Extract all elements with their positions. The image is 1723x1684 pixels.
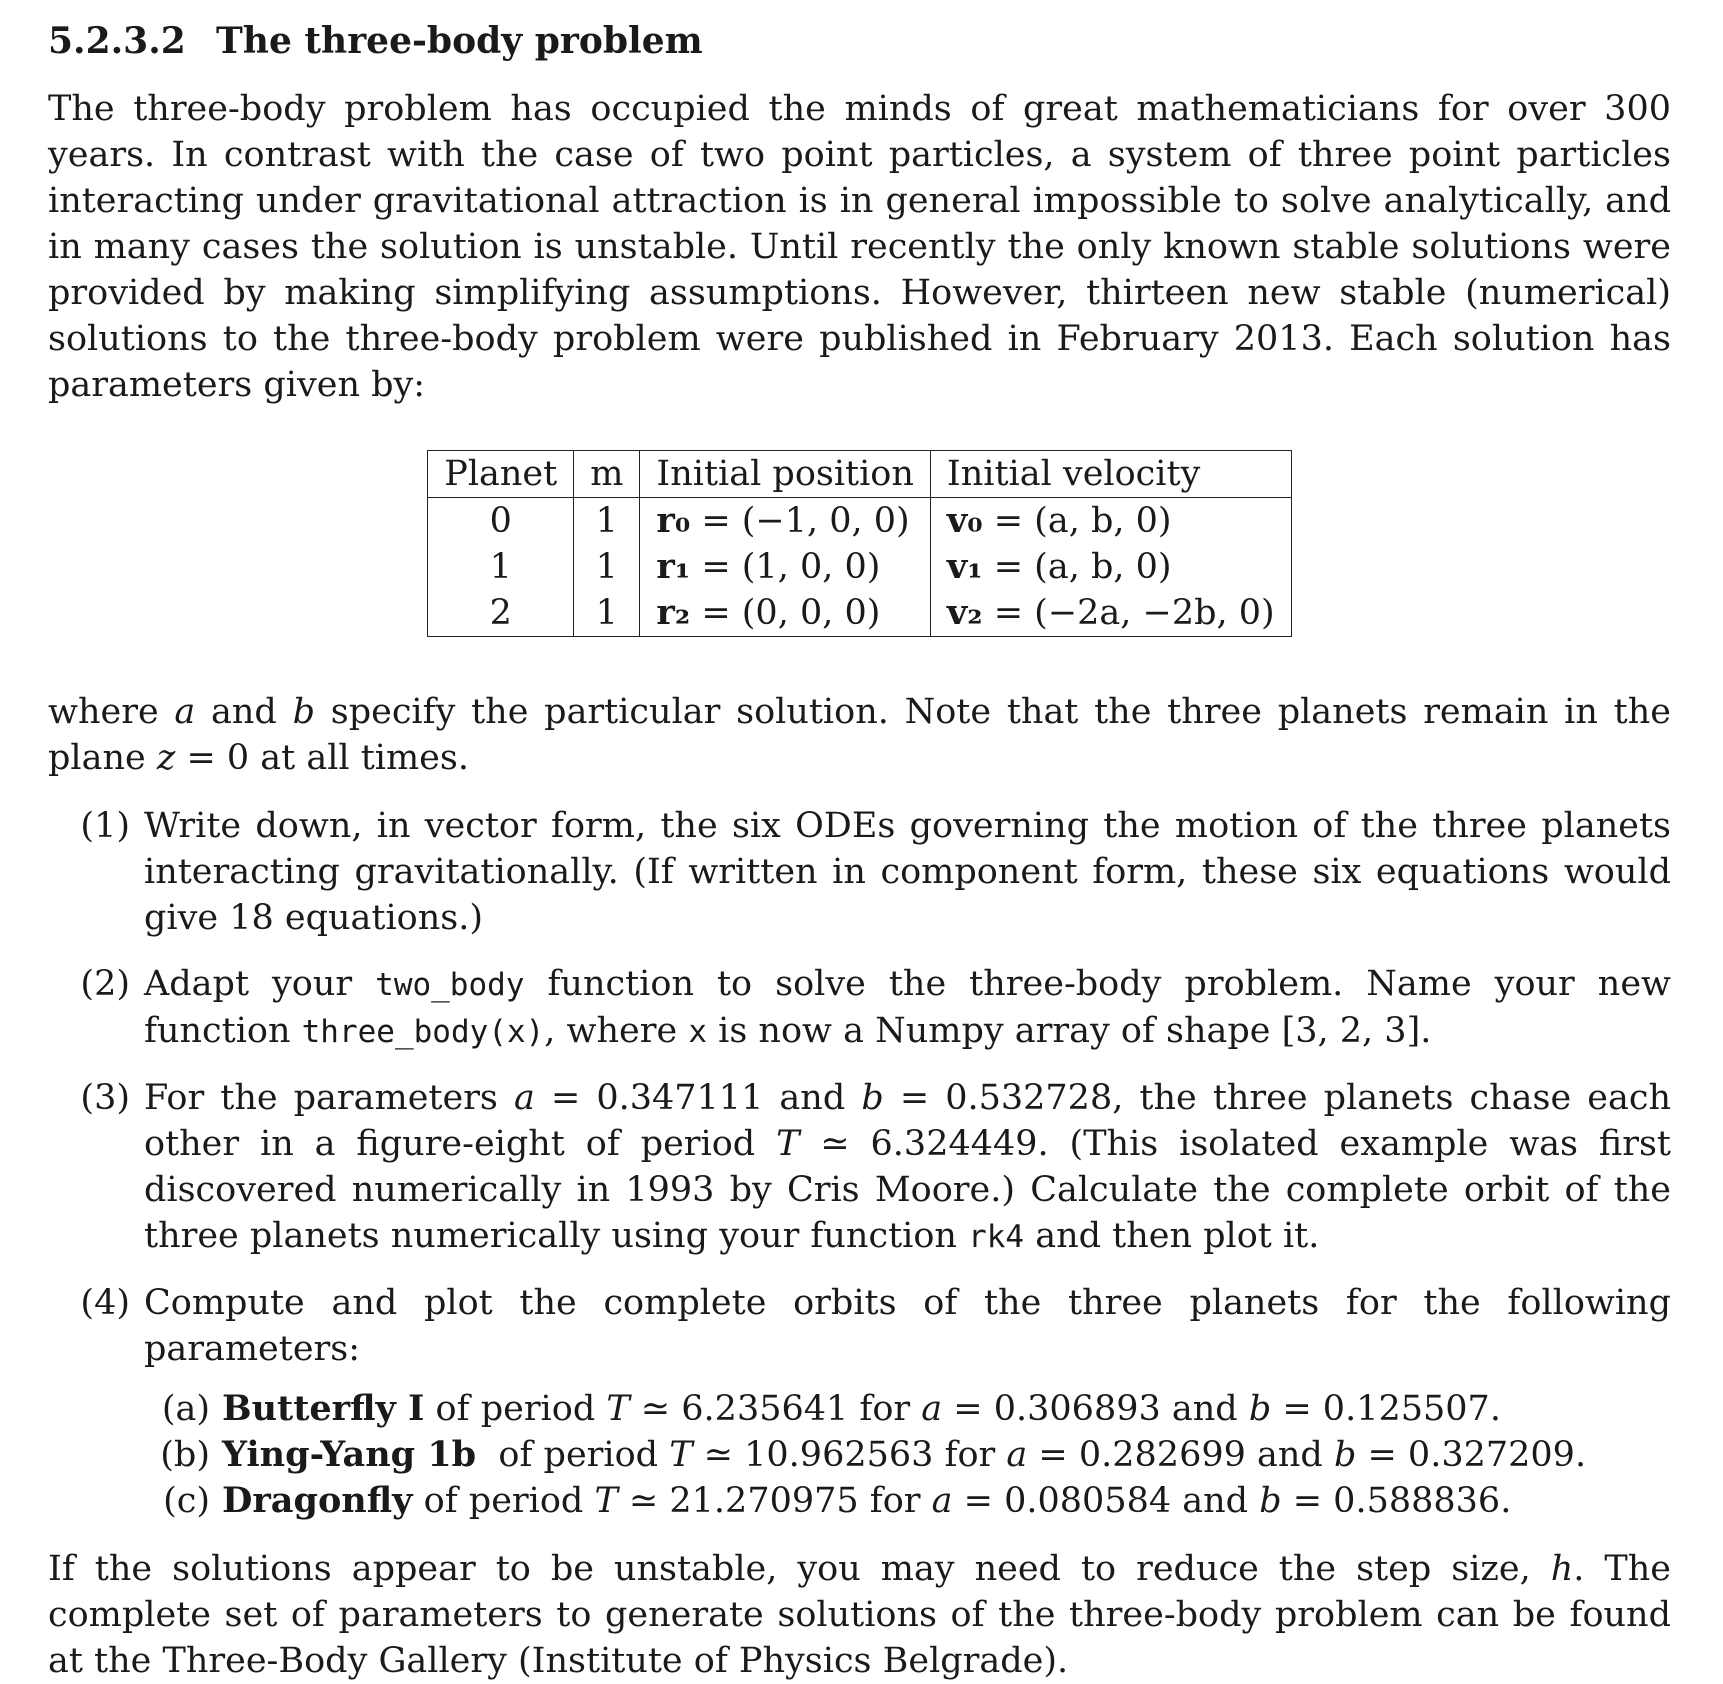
position-value: = (1, 0, 0) (690, 547, 881, 587)
sub-item-a (144, 1386, 1671, 1432)
code-x: x (688, 1014, 707, 1050)
item-text (144, 961, 1671, 1055)
math-b: b (292, 692, 315, 732)
text-run: and then plot it. (1024, 1216, 1320, 1256)
text-run: is now a Numpy array of shape [3, 2, 3]. (707, 1011, 1432, 1051)
item-marker: (2) (80, 964, 130, 1004)
task-item-2 (48, 961, 1671, 1055)
cell-velocity (930, 590, 1291, 637)
code-two-body: two_body (375, 967, 525, 1003)
item-marker: (1) (80, 806, 130, 846)
position-symbol: r₁ (656, 546, 691, 587)
text-run: function to solve the three-body problem. Name your new function (144, 964, 1672, 1051)
math-z: z (156, 738, 176, 778)
text-run: where (48, 692, 175, 732)
intro-paragraph: The three-body problem has occupied the minds of great mathematicians for over 300 years. In contrast with the case of two point particles, a system of three point particles interacting under gravitational attraction is in general impossible to solve analytically, and in many cases the solution is unstable. Until recently the only known stable solutions were provided by making simplifying assumptions. However, thirteen new stable (numerical) solutions to the three-body problem were published in February 2013. Each solution has parameters given by: (48, 89, 1671, 405)
item-body (144, 1280, 1671, 1524)
cell-mass: 1 (574, 544, 640, 590)
sub-text (222, 1386, 1501, 1432)
table-row (428, 498, 1291, 545)
velocity-value: = (a, b, 0) (982, 547, 1172, 587)
item-marker: (3) (80, 1078, 130, 1118)
cell-position (640, 590, 931, 637)
velocity-value: = (a, b, 0) (982, 501, 1172, 541)
sub-text (222, 1432, 1586, 1478)
text-run: specify the particular solution. Note that the three planets remain in the plane (48, 692, 1671, 778)
text-run: ≃ 10.962563 for (692, 1435, 1007, 1475)
section-title: The three-body problem (216, 20, 703, 62)
text-run: ≃ 6.235641 for (629, 1389, 922, 1429)
math-a: a (931, 1481, 953, 1521)
item-marker: (4) (80, 1283, 130, 1323)
math-b: b (1248, 1389, 1272, 1429)
position-value: = (−1, 0, 0) (690, 501, 910, 541)
section-heading (48, 20, 1671, 62)
text-run: = 0.532728, the three planets chase each other in a figure-eight of period (144, 1078, 1671, 1164)
table-header-row (428, 451, 1291, 498)
sub-item-c (144, 1478, 1671, 1524)
velocity-symbol: v₁ (946, 546, 983, 587)
math-a: a (513, 1078, 535, 1118)
sub-marker: (a) (161, 1389, 210, 1429)
header-mass: m (574, 451, 640, 498)
text-run: and (195, 692, 293, 732)
math-a: a (921, 1389, 943, 1429)
header-initial-velocity: Initial velocity (930, 451, 1291, 498)
sub-list (144, 1386, 1671, 1524)
math-T: T (606, 1389, 630, 1429)
task-item-1 (48, 803, 1671, 941)
parameters-table-wrap (48, 450, 1671, 637)
code-three-body: three_body(x) (301, 1014, 545, 1050)
text-run: = 0.282699 and (1027, 1435, 1334, 1475)
text-run: , where (544, 1011, 689, 1051)
task-list (48, 803, 1671, 1524)
cell-velocity (930, 544, 1291, 590)
item-text: Write down, in vector form, the six ODEs governing the motion of the three planets interacting gravitationally. (If written in component form, these six equations would give 18 equations.) (144, 806, 1671, 938)
table-row (428, 590, 1291, 637)
text-run: Adapt your (144, 964, 376, 1004)
header-planet: Planet (428, 451, 574, 498)
text-run: ≃ 6.324449. (This isolated example was first discovered numerically in 1993 by Cris Moore.) Calculate the complete orbit of the three planets numerically using your function (144, 1124, 1671, 1256)
text-run: = 0.125507. (1271, 1389, 1501, 1429)
sub-marker: (b) (160, 1435, 210, 1475)
math-b: b (1333, 1435, 1357, 1475)
parameters-table (427, 450, 1291, 637)
cell-planet: 0 (428, 498, 574, 545)
section-number: 5.2.3.2 (48, 20, 186, 62)
position-symbol: r₀ (656, 500, 691, 541)
velocity-symbol: v₂ (946, 592, 983, 633)
header-initial-position: Initial position (640, 451, 931, 498)
math-h: h (1550, 1549, 1574, 1589)
sub-text (222, 1478, 1511, 1524)
cell-position (640, 544, 931, 590)
math-b: b (1259, 1481, 1282, 1521)
item-text: Compute and plot the complete orbits of the three planets for the following parameters: (144, 1283, 1671, 1369)
velocity-symbol: v₀ (946, 500, 983, 541)
math-b: b (861, 1078, 884, 1118)
math-T: T (594, 1481, 618, 1521)
text-run: If the solutions appear to be unstable, you may need to reduce the step size, (48, 1549, 1551, 1589)
cell-position (640, 498, 931, 545)
math-T: T (776, 1124, 800, 1164)
velocity-value: = (−2a, −2b, 0) (982, 593, 1275, 633)
solution-name: Butterfly I (222, 1388, 425, 1429)
math-T: T (669, 1435, 693, 1475)
item-text (144, 1075, 1671, 1260)
text-run: = 0.347111 and (534, 1078, 862, 1118)
sub-item-b (144, 1432, 1671, 1478)
text-run: = 0.327209. (1356, 1435, 1587, 1475)
code-rk4: rk4 (968, 1219, 1025, 1255)
math-a: a (174, 692, 196, 732)
text-run: = 0 at all times. (175, 738, 469, 778)
table-row (428, 544, 1291, 590)
math-a: a (1006, 1435, 1028, 1475)
after-table-paragraph (48, 689, 1671, 781)
position-symbol: r₂ (656, 592, 691, 633)
text-run: For the parameters (144, 1078, 514, 1118)
text-run: = 0.306893 and (942, 1389, 1249, 1429)
cell-velocity (930, 498, 1291, 545)
solution-name: Dragonfly (222, 1480, 413, 1521)
text-run: of period (412, 1481, 595, 1521)
position-value: = (0, 0, 0) (690, 593, 881, 633)
cell-planet: 1 (428, 544, 574, 590)
solution-name: Ying-Yang 1b (222, 1434, 477, 1475)
text-run: of period (476, 1435, 670, 1475)
cell-mass: 1 (574, 498, 640, 545)
task-item-4 (48, 1280, 1671, 1524)
text-run: ≃ 21.270975 for (617, 1481, 932, 1521)
text-run: of period (424, 1389, 607, 1429)
text-run: . The complete set of parameters to generate solutions of the three-body problem can be found at the Three-Body Gallery (Institute of Physics Belgrade). (48, 1549, 1671, 1681)
text-run: = 0.588836. (1281, 1481, 1512, 1521)
sub-marker: (c) (163, 1481, 210, 1521)
text-run: = 0.080584 and (952, 1481, 1260, 1521)
task-item-3 (48, 1075, 1671, 1260)
final-paragraph (48, 1546, 1671, 1684)
cell-mass: 1 (574, 590, 640, 637)
cell-planet: 2 (428, 590, 574, 637)
